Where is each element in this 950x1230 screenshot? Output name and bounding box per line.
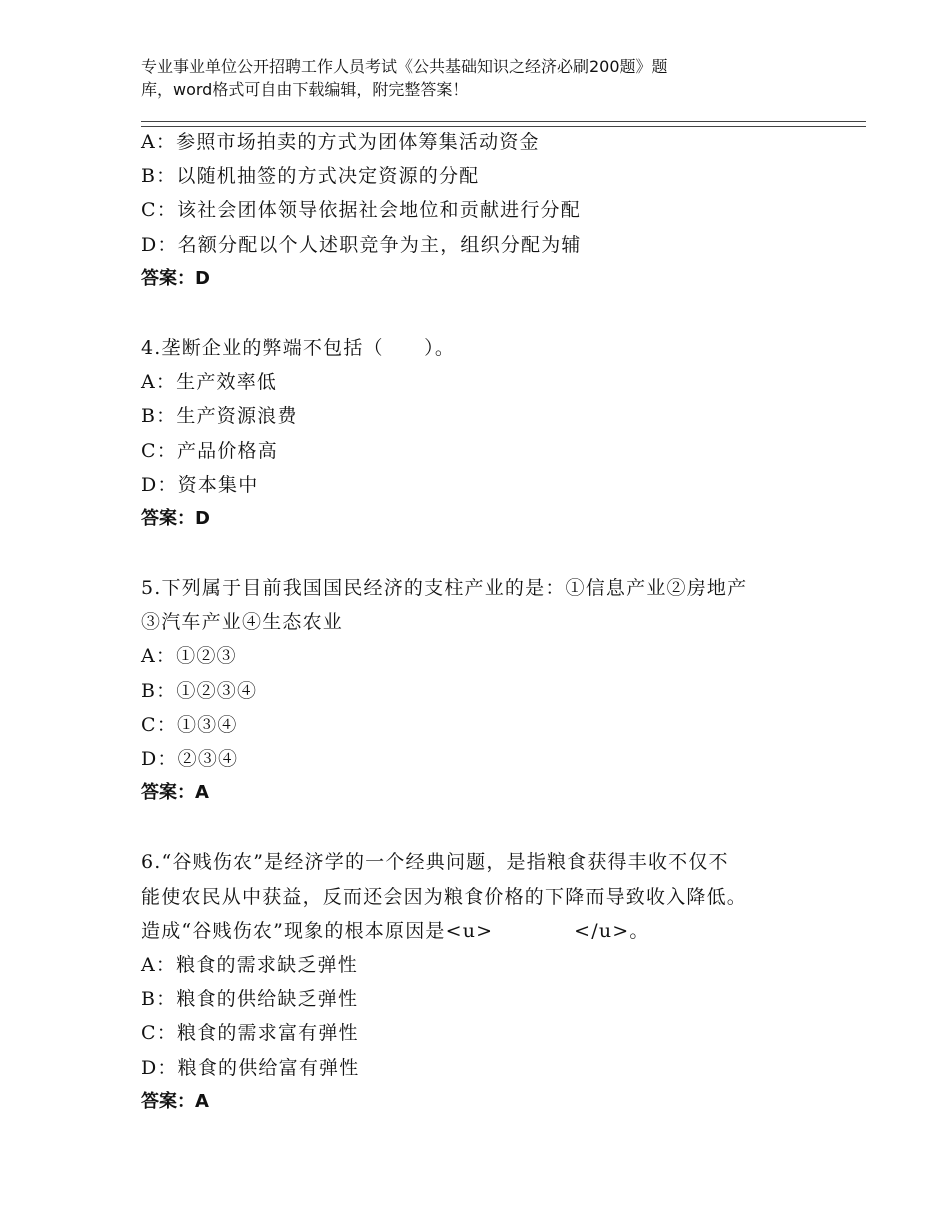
answer-label: 答案：D bbox=[141, 507, 210, 529]
question-text-line-2: ③汽车产业④生态农业 bbox=[141, 611, 344, 634]
header-line-1: 专业事业单位公开招聘工作人员考试《公共基础知识之经济必刷200题》题 bbox=[141, 57, 668, 76]
question-text-line-3: 造成“谷贱伤农”现象的根本原因是<u> </u>。 bbox=[141, 919, 650, 942]
question-text-line-2: 能使农民从中获益，反而还会因为粮食价格的下降而导致收入降低。 bbox=[141, 885, 748, 908]
question-text: 4.垄断企业的弊端不包括（ ）。 bbox=[141, 336, 456, 359]
header-divider-top bbox=[141, 121, 866, 122]
answer-label: 答案：D bbox=[141, 267, 210, 289]
option-a: A：生产效率低 bbox=[141, 371, 278, 394]
answer-label: 答案：A bbox=[141, 782, 209, 804]
option-d: D：资本集中 bbox=[141, 473, 259, 496]
document-header bbox=[141, 55, 781, 101]
option-d: D：②③④ bbox=[141, 748, 239, 770]
option-d: D：名额分配以个人述职竞争为主，组织分配为辅 bbox=[141, 233, 582, 256]
option-a: A：参照市场拍卖的方式为团体筹集活动资金 bbox=[141, 131, 540, 153]
question-list bbox=[141, 125, 841, 1119]
option-c: C：该社会团体领导依据社会地位和贡献进行分配 bbox=[141, 199, 581, 222]
question-6 bbox=[141, 845, 841, 1119]
option-b: B：以随机抽签的方式决定资源的分配 bbox=[141, 165, 480, 188]
option-a: A：①②③ bbox=[141, 645, 237, 668]
option-b: B：粮食的供给缺乏弹性 bbox=[141, 988, 359, 1011]
spacer bbox=[141, 296, 841, 331]
question-text-line-1: 6.“谷贱伤农”是经济学的一个经典问题，是指粮食获得丰收不仅不 bbox=[141, 851, 729, 874]
question-3 bbox=[141, 125, 841, 296]
spacer bbox=[141, 536, 841, 571]
option-c: C：粮食的需求富有弹性 bbox=[141, 1022, 359, 1045]
option-d: D：粮食的供给富有弹性 bbox=[141, 1056, 360, 1079]
option-b: B：生产资源浪费 bbox=[141, 405, 298, 428]
option-c: C：①③④ bbox=[141, 713, 238, 736]
question-4 bbox=[141, 331, 841, 536]
spacer bbox=[141, 810, 841, 845]
option-c: C：产品价格高 bbox=[141, 439, 278, 462]
question-5 bbox=[141, 571, 841, 810]
question-text-line-1: 5.下列属于目前我国国民经济的支柱产业的是：①信息产业②房地产 bbox=[141, 577, 748, 600]
option-a: A：粮食的需求缺乏弹性 bbox=[141, 953, 358, 976]
answer-label: 答案：A bbox=[141, 1090, 209, 1112]
header-line-2: 库，word格式可自由下载编辑，附完整答案！ bbox=[141, 80, 469, 99]
option-b: B：①②③④ bbox=[141, 679, 258, 702]
